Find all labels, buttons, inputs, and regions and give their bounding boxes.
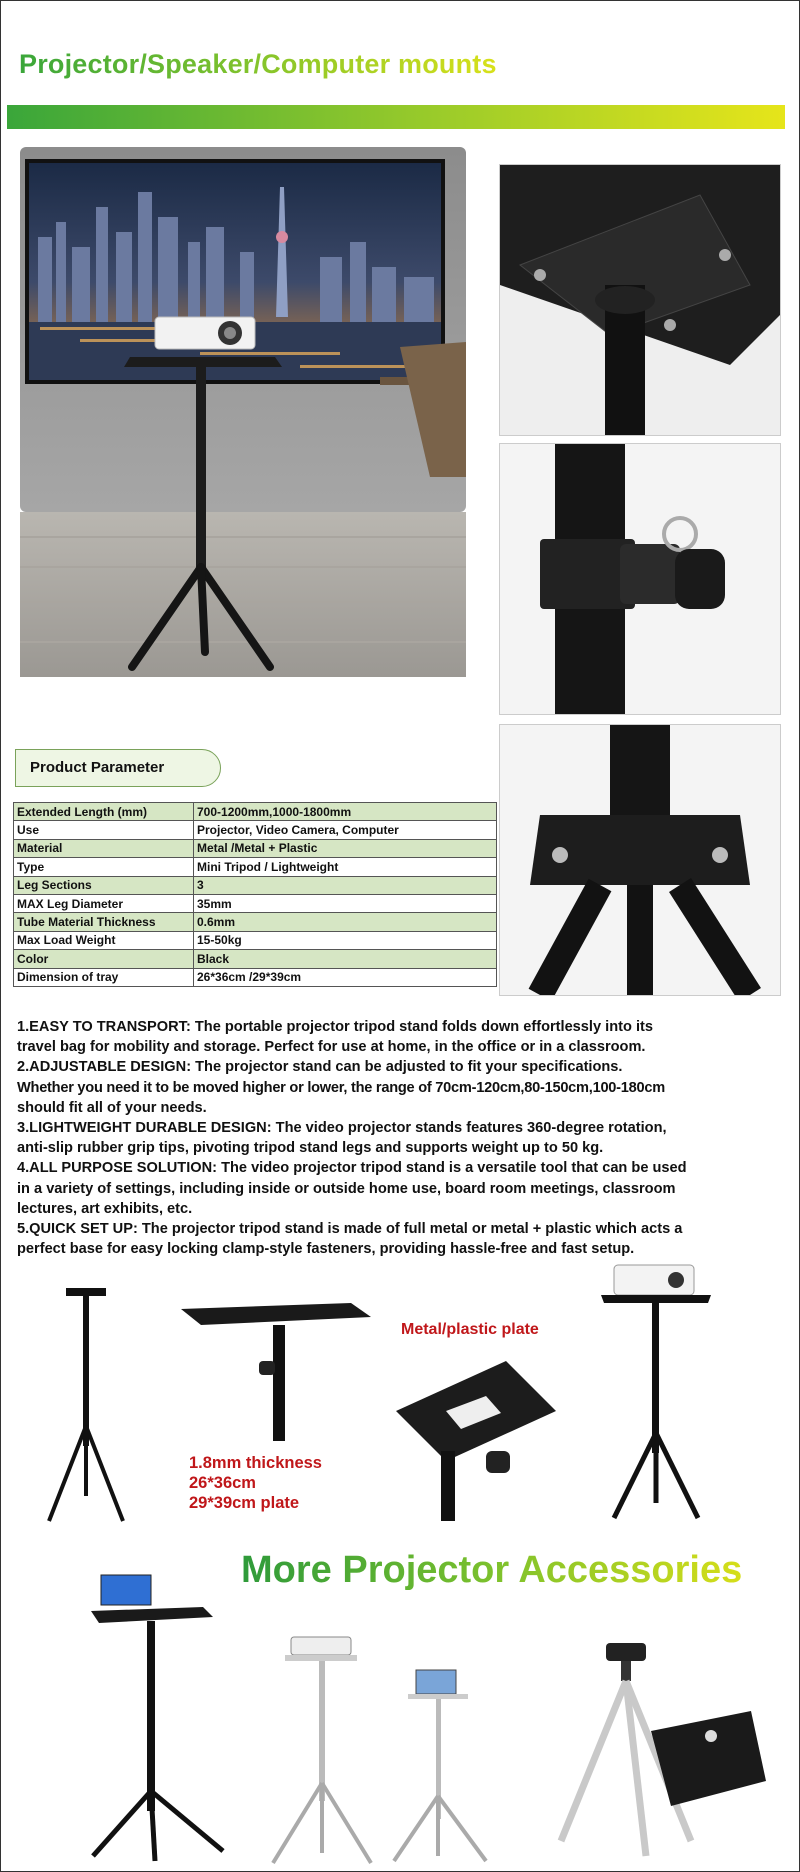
parameter-table <box>13 802 497 987</box>
table-row <box>14 894 497 912</box>
table-row <box>14 913 497 931</box>
param-label: Material <box>14 839 194 857</box>
feature-heading: 5.QUICK SET UP: <box>17 1221 138 1238</box>
feature-text: The video projector stands features 360-degree rotation, <box>271 1120 667 1137</box>
param-label: Type <box>14 858 194 876</box>
feature-text: anti-slip rubber grip tips, pivoting tripod stand legs and supports weight up to 50 kg. <box>17 1140 604 1157</box>
feature-text: should fit all of your needs. <box>17 1099 207 1116</box>
param-value: Projector, Video Camera, Computer <box>194 821 497 839</box>
param-value: Black <box>194 950 497 968</box>
param-value: 26*36cm /29*39cm <box>194 968 497 986</box>
table-row <box>14 858 497 876</box>
table-row <box>14 950 497 968</box>
feature-text: The portable projector tripod stand folds down effortlessly into its <box>190 1019 653 1035</box>
feature-item <box>17 1057 787 1077</box>
feature-list <box>17 1017 787 1259</box>
thickness-spec <box>189 1453 322 1513</box>
feature-text: perfect base for easy locking clamp-style fasteners, providing hassle-free and fast setup. <box>17 1241 635 1258</box>
size-label-2: 29*39cm plate <box>189 1494 300 1512</box>
product-parameter-heading: Product Parameter <box>15 749 221 787</box>
feature-heading: 2.ADJUSTABLE DESIGN: <box>17 1059 192 1076</box>
detail-leg-joint-image <box>499 724 781 996</box>
feature-text: The video projector tripod stand is a versatile tool that can be used <box>217 1160 687 1177</box>
table-row <box>14 931 497 949</box>
silver-projector-stand-image <box>263 1633 383 1869</box>
param-label: Leg Sections <box>14 876 194 894</box>
table-row <box>14 839 497 857</box>
tripod-with-projector-image <box>596 1263 716 1523</box>
feature-item <box>17 1219 787 1239</box>
param-label: Color <box>14 950 194 968</box>
param-label: Dimension of tray <box>14 968 194 986</box>
accessories-heading: More Projector Accessories <box>241 1549 743 1591</box>
detail-tray-bracket-image <box>499 164 781 436</box>
tripod-tray-accessory-image <box>551 1641 766 1866</box>
param-value: 3 <box>194 876 497 894</box>
feature-text: The projector tripod stand is made of full metal or metal + plastic which acts a <box>137 1221 683 1238</box>
detail-clamp-knob-image <box>499 443 781 715</box>
feature-item <box>17 1118 787 1138</box>
table-row <box>14 968 497 986</box>
param-label: MAX Leg Diameter <box>14 894 194 912</box>
size-label-1: 26*36cm <box>189 1474 256 1492</box>
param-value: 15-50kg <box>194 931 497 949</box>
thickness-label: 1.8mm thickness <box>189 1454 322 1472</box>
feature-heading: 3.LIGHTWEIGHT DURABLE DESIGN: <box>17 1120 272 1137</box>
param-label: Tube Material Thickness <box>14 913 194 931</box>
black-tripod-stand-image <box>41 1286 131 1526</box>
feature-item <box>17 1017 787 1037</box>
param-value: 35mm <box>194 894 497 912</box>
bracket-plate-image <box>386 1351 556 1521</box>
table-row <box>14 876 497 894</box>
param-value: 0.6mm <box>194 913 497 931</box>
feature-text: Whether you need it to be moved higher or lower, the range of 70cm-120cm,80-150cm,100-180cm <box>17 1079 665 1096</box>
feature-text: travel bag for mobility and storage. Perfect for use at home, in the office or in a classroom. <box>17 1039 646 1056</box>
param-label: Extended Length (mm) <box>14 803 194 821</box>
hero-projector-stand-image <box>20 147 466 677</box>
param-value: 700-1200mm,1000-1800mm <box>194 803 497 821</box>
silver-laptop-stand-image <box>386 1666 496 1866</box>
feature-heading: 1.EASY TO TRANSPORT: <box>17 1019 191 1035</box>
param-value: Metal /Metal + Plastic <box>194 839 497 857</box>
page-title: Projector/Speaker/Computer mounts <box>19 49 497 79</box>
feature-heading: 4.ALL PURPOSE SOLUTION: <box>17 1160 218 1177</box>
tray-plate-image <box>181 1301 371 1441</box>
feature-item <box>17 1158 787 1178</box>
feature-text: in a variety of settings, including inside or outside home use, board room meetings, classroom <box>17 1180 676 1197</box>
param-label: Max Load Weight <box>14 931 194 949</box>
plate-material-label: Metal/plastic plate <box>401 1321 539 1338</box>
param-label: Use <box>14 821 194 839</box>
param-value: Mini Tripod / Lightweight <box>194 858 497 876</box>
laptop-stand-accessory-image <box>83 1571 233 1866</box>
title-gradient-bar <box>7 105 785 129</box>
feature-text: The projector stand can be adjusted to fit your specifications. <box>191 1059 623 1076</box>
table-row <box>14 803 497 821</box>
table-row <box>14 821 497 839</box>
feature-text: lectures, art exhibits, etc. <box>17 1200 193 1217</box>
